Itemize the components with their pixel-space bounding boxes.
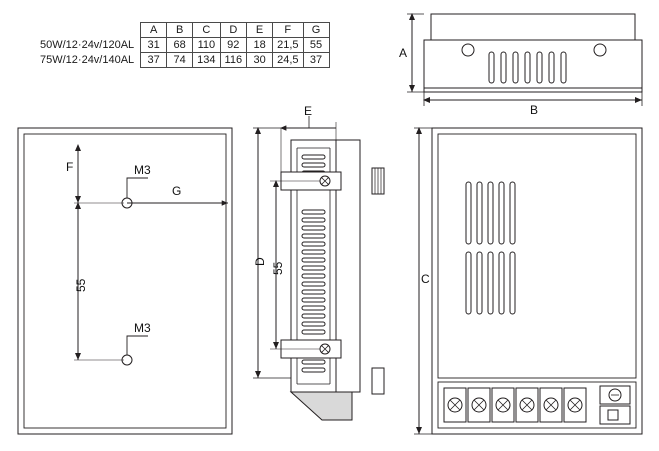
- column-header-e: E: [247, 23, 273, 38]
- cell-75w-b: 74: [167, 53, 193, 68]
- label-dimension-a: A: [399, 46, 408, 60]
- cell-50w-a: 31: [141, 38, 167, 53]
- label-center-distance-front: 55: [74, 278, 88, 292]
- label-hole-spacing-side: 55: [271, 261, 285, 275]
- label-dimension-e: E: [304, 104, 313, 118]
- cell-75w-a: 37: [141, 53, 167, 68]
- cell-50w-d: 92: [220, 38, 247, 53]
- label-m3-top: M3: [134, 163, 151, 177]
- cell-75w-g: 37: [303, 53, 329, 68]
- label-dimension-g: G: [172, 184, 182, 198]
- label-dimension-f: F: [66, 160, 74, 174]
- view-front-elevation: [432, 128, 642, 434]
- cell-75w-e: 30: [247, 53, 273, 68]
- cell-50w-e: 18: [247, 38, 273, 53]
- cell-50w-f: 21,5: [273, 38, 303, 53]
- cell-50w-b: 68: [167, 38, 193, 53]
- cell-50w-c: 110: [193, 38, 220, 53]
- view-bottom-plate: [18, 128, 232, 434]
- column-header-c: C: [193, 23, 220, 38]
- cell-75w-d: 116: [220, 53, 247, 68]
- column-header-a: A: [141, 23, 167, 38]
- view-side-elevation: [281, 140, 384, 420]
- model-label-75w: 75W/12·24v/140AL: [40, 54, 135, 66]
- column-header-d: D: [220, 23, 247, 38]
- dimension-a: [407, 14, 424, 92]
- cell-75w-c: 134: [193, 53, 220, 68]
- column-header-g: G: [303, 23, 329, 38]
- label-dimension-b: B: [530, 103, 539, 117]
- view-top-elevation: [424, 14, 642, 92]
- column-header-f: F: [273, 23, 303, 38]
- column-header-b: B: [167, 23, 193, 38]
- label-dimension-d: D: [253, 257, 267, 266]
- cell-50w-g: 55: [303, 38, 329, 53]
- label-dimension-c: C: [421, 272, 430, 286]
- cell-75w-f: 24,5: [273, 53, 303, 68]
- model-label-50w: 50W/12·24v/120AL: [40, 39, 135, 51]
- label-m3-bottom: M3: [134, 321, 151, 335]
